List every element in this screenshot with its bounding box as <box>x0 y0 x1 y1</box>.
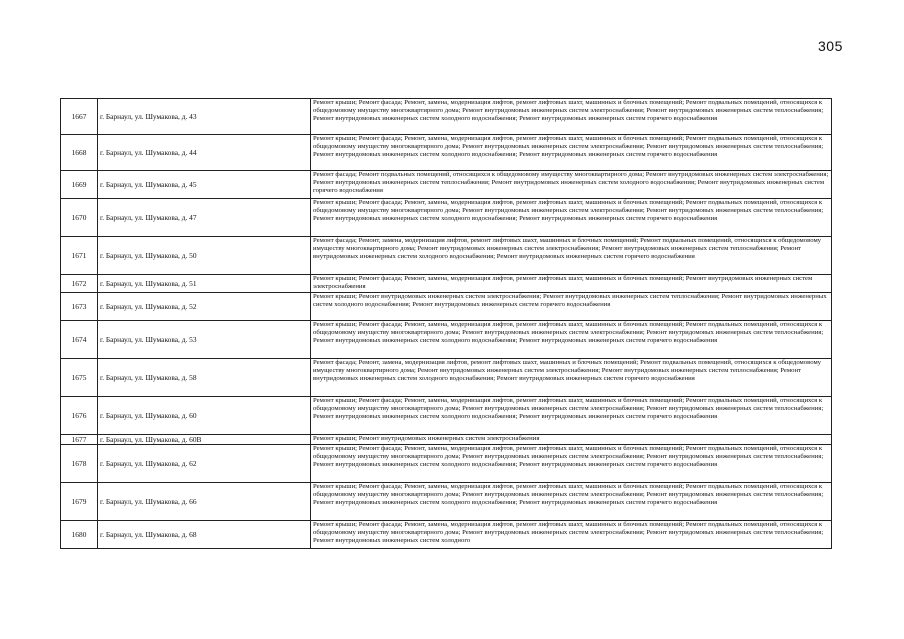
row-number: 1673 <box>61 293 98 321</box>
table-row <box>61 359 832 397</box>
row-works: Ремонт крыши; Ремонт фасада; Ремонт, замена, модернизация лифтов, ремонт лифтовых шахт, машинных и блочных помещений; Ремонт подвальных помещений, относящихся к общедомовому имуществу многоквартирного дома; Ремонт внутридомовых инженерных систем электроснабжения; Ремонт внутридомовых инженерных систем теплоснабжения; Ремонт внутридомовых инженерных систем холодного водоснабжения; Ремонт внутридомовых инженерных систем горячего водоснабжения <box>313 135 824 159</box>
row-works-cell <box>311 435 832 445</box>
row-works: Ремонт крыши; Ремонт фасада; Ремонт, замена, модернизация лифтов, ремонт лифтовых шахт, машинных и блочных помещений; Ремонт подвальных помещений, относящихся к общедомовому имуществу многоквартирного дома; Ремонт внутридомовых инженерных систем электроснабжения; Ремонт внутридомовых инженерных систем теплоснабжения; Ремонт внутридомовых инженерных систем холодного водоснабжения; Ремонт внутридомовых инженерных систем горячего водоснабжения <box>313 483 824 507</box>
table-row <box>61 435 832 445</box>
row-number: 1680 <box>61 521 98 549</box>
table-row <box>61 135 832 171</box>
row-number: 1671 <box>61 237 98 275</box>
table-row <box>61 483 832 521</box>
row-number: 1674 <box>61 321 98 359</box>
table-row <box>61 99 832 135</box>
row-address: г. Барнаул, ул. Шумакова, д. 60В <box>98 435 311 445</box>
row-number: 1678 <box>61 445 98 483</box>
row-number: 1677 <box>61 435 98 445</box>
works-table-container <box>60 98 832 549</box>
row-works: Ремонт крыши; Ремонт фасада; Ремонт, замена, модернизация лифтов, ремонт лифтовых шахт, машинных и блочных помещений; Ремонт подвальных помещений, относящихся к общедомовому имуществу многоквартирного дома; Ремонт внутридомовых инженерных систем электроснабжения; Ремонт внутридомовых инженерных систем теплоснабжения; Ремонт внутридомовых инженерных систем холодного водоснабжения; Ремонт внутридомовых инженерных систем горячего водоснабжения <box>313 397 824 421</box>
row-works-cell <box>311 483 832 521</box>
row-works: Ремонт крыши; Ремонт фасада; Ремонт, замена, модернизация лифтов, ремонт лифтовых шахт, машинных и блочных помещений; Ремонт подвальных помещений, относящихся к общедомовому имуществу многоквартирного дома; Ремонт внутридомовых инженерных систем электроснабжения; Ремонт внутридомовых инженерных систем теплоснабжения; Ремонт внутридомовых инженерных систем холодного водоснабжения; Ремонт внутридомовых инженерных систем горячего водоснабжения <box>313 321 824 345</box>
row-works-cell <box>311 99 832 135</box>
row-works: Ремонт крыши; Ремонт фасада; Ремонт, замена, модернизация лифтов, ремонт лифтовых шахт, машинных и блочных помещений; Ремонт подвальных помещений, относящихся к общедомовому имуществу многоквартирного дома; Ремонт внутридомовых инженерных систем электроснабжения; Ремонт внутридомовых инженерных систем теплоснабжения; Ремонт внутридомовых инженерных систем холодного водоснабжения; Ремонт внутридомовых инженерных систем горячего водоснабжения <box>313 445 824 469</box>
table-row <box>61 445 832 483</box>
row-works: Ремонт фасада; Ремонт, замена, модернизация лифтов, ремонт лифтовых шахт, машинных и блочных помещений; Ремонт подвальных помещений, относящихся к общедомовому имуществу многоквартирного дома; Ремонт внутридомовых инженерных систем электроснабжения; Ремонт внутридомовых инженерных систем теплоснабжения; Ремонт внутридомовых инженерных систем холодного водоснабжения; Ремонт внутридомовых инженерных систем горячего водоснабжения <box>313 237 822 261</box>
row-address: г. Барнаул, ул. Шумакова, д. 52 <box>98 293 311 321</box>
table-row <box>61 293 832 321</box>
row-number: 1672 <box>61 275 98 293</box>
row-works: Ремонт крыши; Ремонт внутридомовых инженерных систем электроснабжения <box>313 435 540 442</box>
page-number: 305 <box>818 38 843 54</box>
row-works-cell <box>311 237 832 275</box>
table-row <box>61 397 832 435</box>
row-works-cell <box>311 275 832 293</box>
table-row <box>61 521 832 549</box>
table-row <box>61 321 832 359</box>
row-works-cell <box>311 171 832 199</box>
row-works-cell <box>311 521 832 549</box>
works-table <box>60 98 832 549</box>
row-address: г. Барнаул, ул. Шумакова, д. 51 <box>98 275 311 293</box>
table-row <box>61 171 832 199</box>
row-number: 1675 <box>61 359 98 397</box>
row-works: Ремонт фасада; Ремонт подвальных помещений, относящихся к общедомовому имуществу многоквартирного дома; Ремонт внутридомовых инженерных систем электроснабжения; Ремонт внутридомовых инженерных систем теплоснабжения; Ремонт внутридомовых инженерных систем холодного водоснабжения; Ремонт внутридомовых инженерных систем горячего водоснабжения <box>313 171 829 195</box>
works-table-body <box>61 99 832 549</box>
row-address: г. Барнаул, ул. Шумакова, д. 58 <box>98 359 311 397</box>
row-address: г. Барнаул, ул. Шумакова, д. 43 <box>98 99 311 135</box>
row-address: г. Барнаул, ул. Шумакова, д. 44 <box>98 135 311 171</box>
row-address: г. Барнаул, ул. Шумакова, д. 66 <box>98 483 311 521</box>
row-address: г. Барнаул, ул. Шумакова, д. 68 <box>98 521 311 549</box>
row-works-cell <box>311 293 832 321</box>
row-address: г. Барнаул, ул. Шумакова, д. 62 <box>98 445 311 483</box>
row-works-cell <box>311 397 832 435</box>
row-number: 1670 <box>61 199 98 237</box>
row-works: Ремонт крыши; Ремонт фасада; Ремонт, замена, модернизация лифтов, ремонт лифтовых шахт, машинных и блочных помещений; Ремонт внутридомовых инженерных систем электроснабжения <box>313 275 813 291</box>
row-works: Ремонт крыши; Ремонт фасада; Ремонт, замена, модернизация лифтов, ремонт лифтовых шахт, машинных и блочных помещений; Ремонт подвальных помещений, относящихся к общедомовому имуществу многоквартирного дома; Ремонт внутридомовых инженерных систем электроснабжения; Ремонт внутридомовых инженерных систем теплоснабжения; Ремонт внутридомовых инженерных систем холодного водоснабжения; Ремонт внутридомовых инженерных систем горячего водоснабжения <box>313 199 824 223</box>
row-works-cell <box>311 321 832 359</box>
row-works: Ремонт фасада; Ремонт, замена, модернизация лифтов, ремонт лифтовых шахт, машинных и блочных помещений; Ремонт подвальных помещений, относящихся к общедомовому имуществу многоквартирного дома; Ремонт внутридомовых инженерных систем электроснабжения; Ремонт внутридомовых инженерных систем теплоснабжения; Ремонт внутридомовых инженерных систем холодного водоснабжения; Ремонт внутридомовых инженерных систем горячего водоснабжения <box>313 359 822 383</box>
row-works: Ремонт крыши; Ремонт фасада; Ремонт, замена, модернизация лифтов, ремонт лифтовых шахт, машинных и блочных помещений; Ремонт подвальных помещений, относящихся к общедомовому имуществу многоквартирного дома; Ремонт внутридомовых инженерных систем электроснабжения; Ремонт внутридомовых инженерных систем теплоснабжения; Ремонт внутридомовых инженерных систем холодного <box>313 521 824 545</box>
row-address: г. Барнаул, ул. Шумакова, д. 50 <box>98 237 311 275</box>
row-address: г. Барнаул, ул. Шумакова, д. 60 <box>98 397 311 435</box>
row-number: 1679 <box>61 483 98 521</box>
row-works-cell <box>311 199 832 237</box>
row-works-cell <box>311 135 832 171</box>
row-address: г. Барнаул, ул. Шумакова, д. 47 <box>98 199 311 237</box>
row-number: 1667 <box>61 99 98 135</box>
row-number: 1669 <box>61 171 98 199</box>
table-row <box>61 237 832 275</box>
row-works-cell <box>311 445 832 483</box>
row-works: Ремонт крыши; Ремонт внутридомовых инженерных систем электроснабжения; Ремонт внутридомовых инженерных систем теплоснабжения; Ремонт внутридомовых инженерных систем холодного водоснабжения; Ремонт внутридомовых инженерных систем горячего водоснабжения <box>313 293 827 309</box>
row-works-cell <box>311 359 832 397</box>
row-number: 1668 <box>61 135 98 171</box>
row-address: г. Барнаул, ул. Шумакова, д. 45 <box>98 171 311 199</box>
row-number: 1676 <box>61 397 98 435</box>
table-row <box>61 199 832 237</box>
row-address: г. Барнаул, ул. Шумакова, д. 53 <box>98 321 311 359</box>
row-works: Ремонт крыши; Ремонт фасада; Ремонт, замена, модернизация лифтов, ремонт лифтовых шахт, машинных и блочных помещений; Ремонт подвальных помещений, относящихся к общедомовому имуществу многоквартирного дома; Ремонт внутридомовых инженерных систем электроснабжения; Ремонт внутридомовых инженерных систем теплоснабжения; Ремонт внутридомовых инженерных систем холодного водоснабжения; Ремонт внутридомовых инженерных систем горячего водоснабжения <box>313 99 824 123</box>
table-row <box>61 275 832 293</box>
